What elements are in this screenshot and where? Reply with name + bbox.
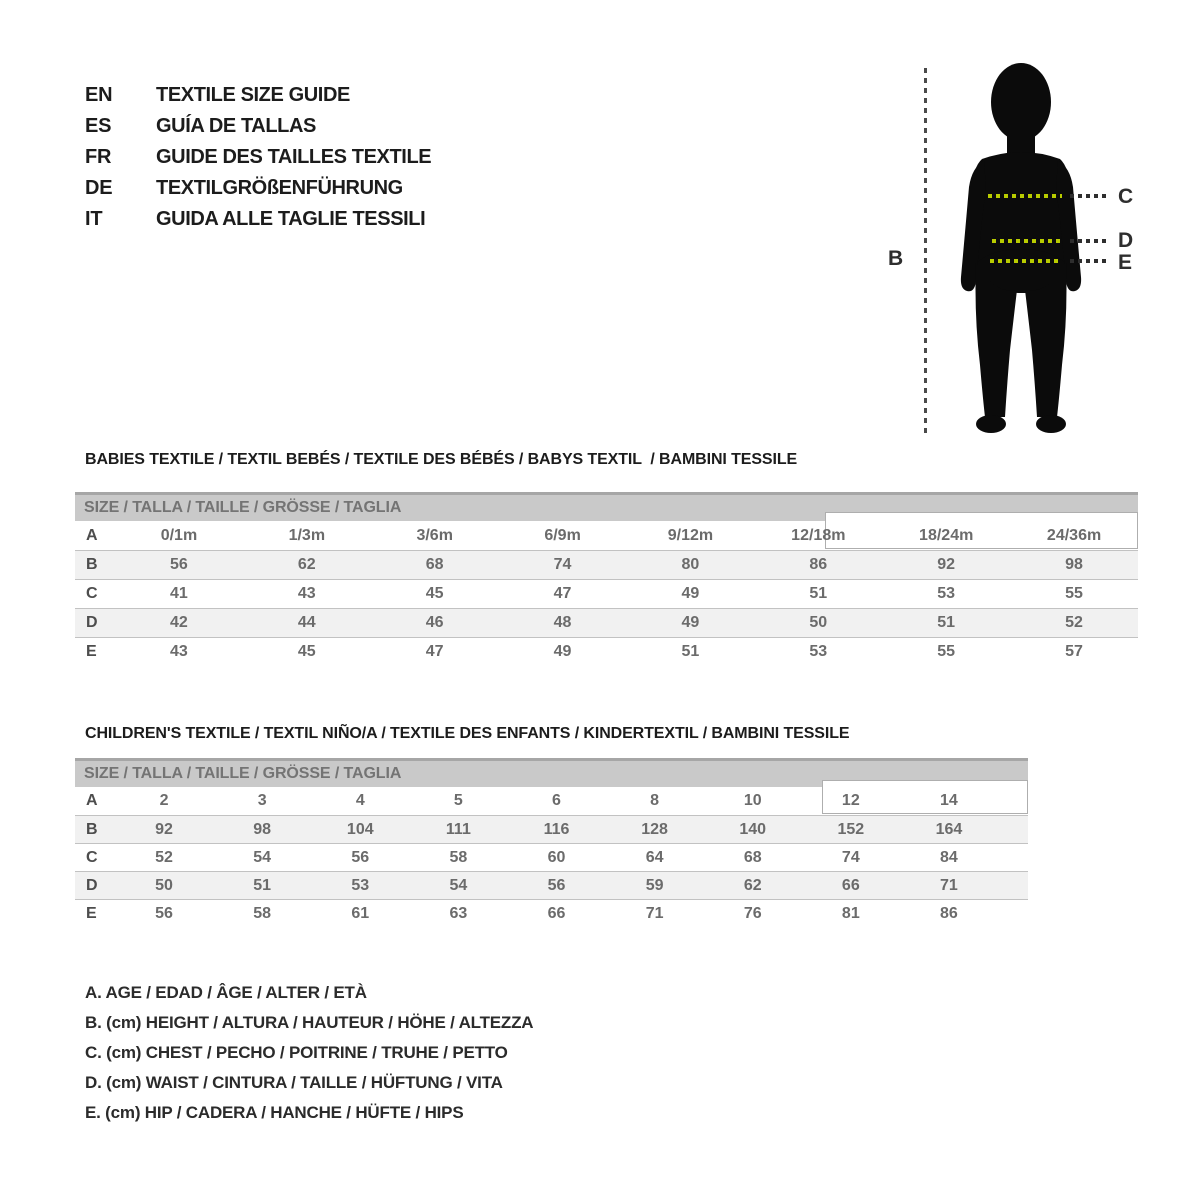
table-cell: 18/24m bbox=[919, 526, 974, 544]
table-row-b bbox=[75, 815, 1028, 843]
table-cell: 52 bbox=[155, 848, 173, 866]
legend-item-d: D. (cm) WAIST / CINTURA / TAILLE / HÜFTUNG / VITA bbox=[85, 1073, 503, 1092]
table-cell: 52 bbox=[1065, 614, 1083, 631]
table-cell: 1/3m bbox=[288, 526, 326, 544]
table-cell: 6/9m bbox=[544, 526, 581, 544]
table-cell: 58 bbox=[449, 848, 468, 866]
language-row-it bbox=[85, 204, 431, 235]
table-cell: 111 bbox=[445, 820, 471, 838]
row-label: D bbox=[86, 614, 98, 631]
table-cell: 51 bbox=[681, 643, 700, 660]
table-cell: 42 bbox=[170, 614, 188, 631]
language-code: FR bbox=[85, 146, 112, 168]
table-cell: 74 bbox=[841, 848, 860, 866]
table-cell: 50 bbox=[809, 614, 828, 631]
table-cell: 62 bbox=[743, 876, 762, 894]
table-cell: 45 bbox=[297, 643, 316, 660]
table-cell: 66 bbox=[547, 904, 566, 922]
hip-measure-line bbox=[990, 259, 1062, 263]
language-row-de bbox=[85, 173, 431, 204]
table-cell: 43 bbox=[170, 643, 188, 660]
table-row-e bbox=[75, 637, 1138, 666]
table-cell: 84 bbox=[940, 848, 958, 866]
table-cell: 58 bbox=[253, 904, 272, 922]
table-cell: 24/36m bbox=[1046, 526, 1102, 544]
hip-label: E bbox=[1118, 251, 1133, 274]
table-cell: 45 bbox=[425, 585, 444, 602]
language-title: GUÍA DE TALLAS bbox=[156, 115, 316, 137]
language-row-en bbox=[85, 80, 431, 111]
table-cell: 60 bbox=[547, 848, 566, 866]
table-cell: 56 bbox=[155, 904, 173, 922]
table-cell: 10 bbox=[743, 792, 762, 809]
table-row-c bbox=[75, 579, 1138, 608]
table-cell: 3/6m bbox=[416, 526, 453, 544]
table-cell: 46 bbox=[425, 614, 444, 631]
row-label: E bbox=[86, 643, 97, 660]
legend-item-e: E. (cm) HIP / CADERA / HANCHE / HÜFTE / HIPS bbox=[85, 1103, 464, 1122]
row-label: D bbox=[86, 876, 98, 894]
children-table-body bbox=[75, 787, 1028, 927]
row-label: E bbox=[86, 904, 97, 922]
table-cell: 2 bbox=[159, 792, 169, 809]
language-row-es bbox=[85, 111, 431, 142]
table-cell: 104 bbox=[346, 820, 374, 838]
child-silhouette bbox=[930, 55, 1100, 440]
row-label: A bbox=[86, 526, 98, 544]
table-row-e bbox=[75, 899, 1028, 927]
language-title: TEXTILGRÖßENFÜHRUNG bbox=[156, 177, 403, 199]
table-cell: 56 bbox=[547, 876, 566, 894]
chest-callout-line bbox=[1070, 194, 1108, 198]
table-cell: 5 bbox=[453, 792, 463, 809]
table-cell: 55 bbox=[1065, 585, 1083, 602]
table-cell: 54 bbox=[253, 848, 272, 866]
hip-callout-line bbox=[1070, 259, 1108, 263]
table-cell: 57 bbox=[1065, 643, 1083, 660]
table-cell: 6 bbox=[552, 792, 561, 809]
table-cell: 92 bbox=[937, 556, 956, 573]
children-size-table bbox=[75, 758, 1028, 927]
measurement-legend bbox=[85, 978, 533, 1128]
table-cell: 71 bbox=[645, 904, 664, 922]
table-cell: 59 bbox=[645, 876, 664, 894]
table-cell: 51 bbox=[253, 876, 272, 894]
row-label: A bbox=[86, 792, 98, 809]
table-cell: 47 bbox=[553, 585, 572, 602]
language-title: GUIDE DES TAILLES TEXTILE bbox=[156, 146, 432, 168]
table-cell: 86 bbox=[809, 556, 828, 573]
table-cell: 68 bbox=[425, 556, 444, 573]
table-row-b bbox=[75, 550, 1138, 579]
language-code: ES bbox=[85, 115, 112, 137]
table-cell: 41 bbox=[170, 585, 188, 602]
table-cell: 3 bbox=[257, 792, 267, 809]
table-cell: 12 bbox=[841, 792, 860, 809]
table-cell: 71 bbox=[940, 876, 958, 894]
table-cell: 128 bbox=[641, 820, 668, 838]
table-row-c bbox=[75, 843, 1028, 871]
row-label: B bbox=[86, 556, 98, 573]
table-cell: 0/1m bbox=[160, 526, 198, 544]
table-cell: 80 bbox=[681, 556, 700, 573]
language-title: GUIDA ALLE TAGLIE TESSILI bbox=[156, 208, 426, 230]
table-cell: 98 bbox=[253, 820, 272, 838]
row-label: B bbox=[86, 820, 98, 838]
table-cell: 48 bbox=[553, 614, 572, 631]
table-row-a bbox=[75, 787, 1028, 815]
table-cell: 86 bbox=[940, 904, 958, 922]
chest-label: C bbox=[1118, 185, 1134, 208]
waist-callout-line bbox=[1070, 239, 1108, 243]
table-cell: 76 bbox=[743, 904, 762, 922]
table-cell: 92 bbox=[155, 820, 173, 838]
babies-table-body bbox=[75, 521, 1138, 666]
table-row-d bbox=[75, 608, 1138, 637]
table-cell: 8 bbox=[650, 792, 660, 809]
table-cell: 63 bbox=[449, 904, 468, 922]
language-list bbox=[85, 80, 431, 235]
children-section-title: CHILDREN'S TEXTILE / TEXTIL NIÑO/A / TEXTILE DES ENFANTS / KINDERTEXTIL / BAMBINI TESSILE bbox=[85, 725, 850, 742]
table-cell: 51 bbox=[937, 614, 956, 631]
row-label: C bbox=[86, 585, 98, 602]
legend-item-c: C. (cm) CHEST / PECHO / POITRINE / TRUHE / PETTO bbox=[85, 1043, 508, 1062]
table-cell: 152 bbox=[837, 820, 865, 838]
language-row-fr bbox=[85, 142, 431, 173]
table-cell: 81 bbox=[841, 904, 860, 922]
table-cell: 51 bbox=[809, 585, 828, 602]
waist-measure-line bbox=[992, 239, 1062, 243]
table-cell: 140 bbox=[739, 820, 767, 838]
table-cell: 56 bbox=[170, 556, 188, 573]
table-cell: 14 bbox=[940, 792, 958, 809]
table-cell: 56 bbox=[351, 848, 370, 866]
table-cell: 74 bbox=[553, 556, 572, 573]
table-cell: 44 bbox=[297, 614, 316, 631]
language-code: IT bbox=[85, 208, 103, 230]
legend-item-b: B. (cm) HEIGHT / ALTURA / HAUTEUR / HÖHE / ALTEZZA bbox=[85, 1013, 534, 1032]
table-cell: 54 bbox=[449, 876, 468, 894]
babies-size-header-label: SIZE / TALLA / TAILLE / GRÖSSE / TAGLIA bbox=[84, 499, 402, 516]
table-cell: 43 bbox=[297, 585, 316, 602]
table-cell: 68 bbox=[743, 848, 762, 866]
row-label: C bbox=[86, 848, 98, 866]
table-cell: 49 bbox=[681, 585, 700, 602]
height-measure-line bbox=[924, 68, 927, 435]
table-cell: 164 bbox=[935, 820, 963, 838]
table-cell: 61 bbox=[351, 904, 370, 922]
babies-size-table bbox=[75, 492, 1138, 666]
chest-measure-line bbox=[988, 194, 1062, 198]
height-label: B bbox=[888, 247, 904, 270]
table-cell: 53 bbox=[809, 643, 828, 660]
table-row-d bbox=[75, 871, 1028, 899]
legend-item-a: A. AGE / EDAD / ÂGE / ALTER / ETÀ bbox=[85, 983, 367, 1002]
table-cell: 53 bbox=[351, 876, 370, 894]
language-title: TEXTILE SIZE GUIDE bbox=[156, 84, 350, 106]
table-cell: 98 bbox=[1065, 556, 1083, 573]
table-cell: 49 bbox=[681, 614, 700, 631]
language-code: EN bbox=[85, 84, 113, 106]
silhouette-head bbox=[991, 63, 1051, 141]
table-cell: 53 bbox=[937, 585, 956, 602]
table-cell: 47 bbox=[425, 643, 444, 660]
table-cell: 12/18m bbox=[791, 526, 846, 544]
table-cell: 66 bbox=[841, 876, 860, 894]
table-cell: 9/12m bbox=[667, 526, 714, 544]
table-cell: 55 bbox=[937, 643, 956, 660]
language-code: DE bbox=[85, 177, 113, 199]
table-cell: 49 bbox=[553, 643, 572, 660]
table-cell: 50 bbox=[155, 876, 173, 894]
table-cell: 64 bbox=[645, 848, 664, 866]
children-size-header-label: SIZE / TALLA / TAILLE / GRÖSSE / TAGLIA bbox=[84, 765, 402, 782]
waist-label: D bbox=[1118, 229, 1134, 252]
table-row-a bbox=[75, 521, 1138, 550]
table-cell: 116 bbox=[543, 820, 570, 838]
table-cell: 62 bbox=[297, 556, 316, 573]
table-cell: 4 bbox=[355, 792, 365, 809]
babies-section-title: BABIES TEXTILE / TEXTIL BEBÉS / TEXTILE DES BÉBÉS / BABYS TEXTIL / BAMBINI TESSILE bbox=[85, 451, 798, 468]
